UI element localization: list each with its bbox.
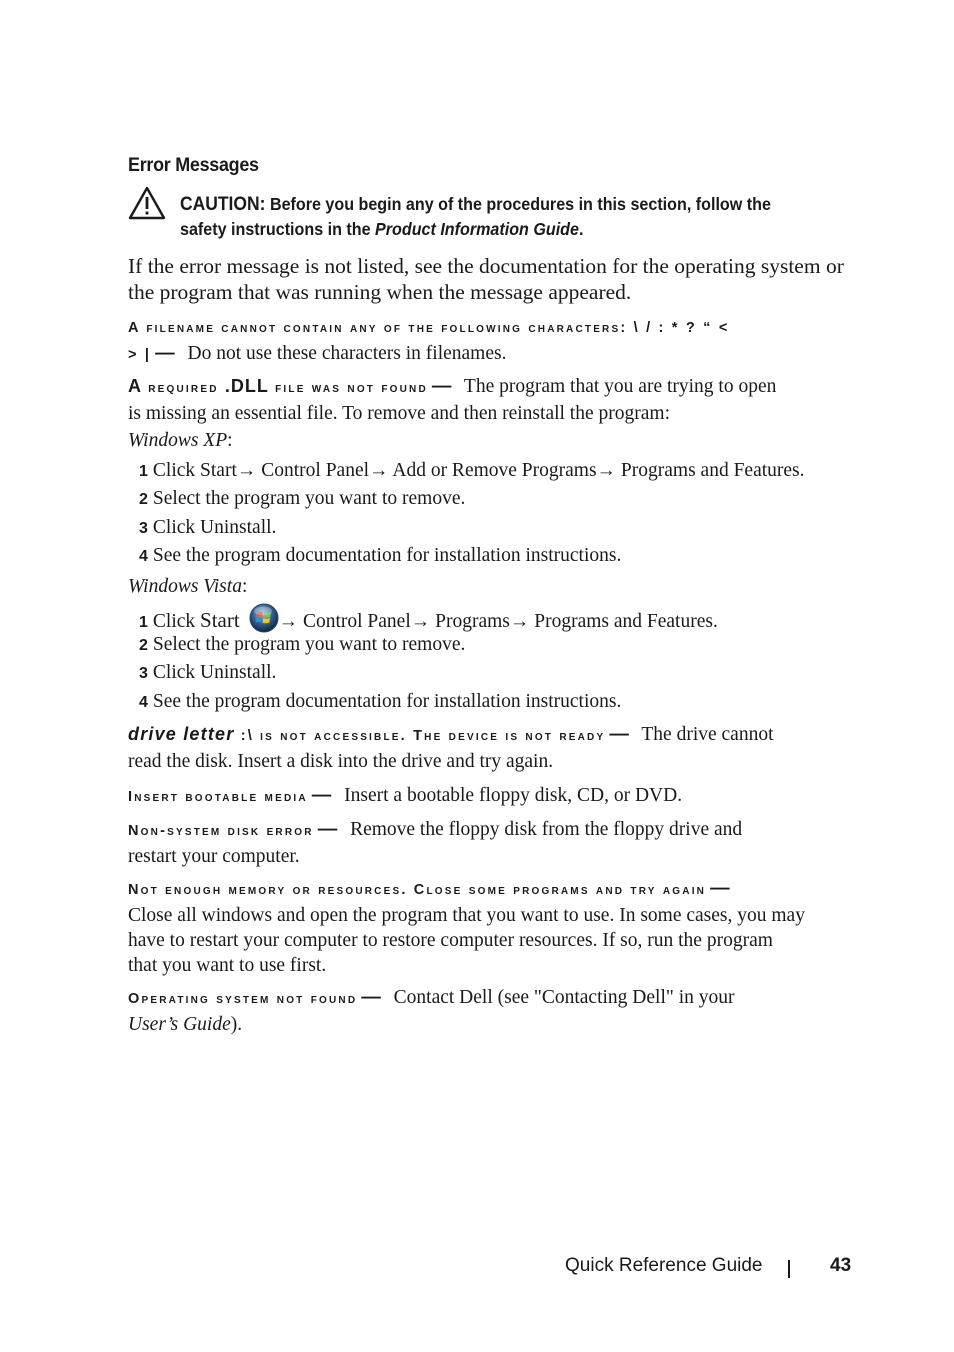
windows-vista-label: Windows Vista: [128,576,248,597]
error-term-cont: > | [128,347,152,363]
error-desc-cont: restart your computer. [128,846,300,867]
vista-step-2: 2 Select the program you want to remove. [139,634,466,655]
caution-body: Before you begin any of the procedures in this section, follow the safety instructions in the [180,194,771,239]
error-desc-cont: have to restart your computer to restore computer resources. If so, run the program [128,930,773,951]
vista-step-4: 4 See the program documentation for installation instructions. [139,691,622,712]
vista-step-3: 3 Click Uninstall. [139,662,277,683]
control-panel-path: Control Panel [302,611,411,632]
error-term: Operating system not found [128,991,358,1007]
page-number: 43 [830,1255,852,1276]
error-term: A filename cannot contain any of the following characters: \ / : * ? “ < [128,320,730,336]
error-desc: Remove the floppy disk from the floppy drive and [350,819,743,840]
programs-features-path: Programs and Features [534,611,713,632]
xp-step-2: 2 Select the program you want to remove. [139,488,466,509]
error-desc-cont: is missing an essential file. To remove and then reinstall the program: [128,403,670,424]
caution-guide-name: Product Information Guide [375,219,579,239]
caution-label: CAUTION: [180,194,266,215]
section-title: Error Messages [128,154,259,176]
error-desc: The drive cannot [641,724,774,745]
error-os-not-found: Operating system not found — Contact Dell (see "Contacting Dell" in your User’s Guide). [128,986,735,1035]
footer-guide-title: Quick Reference Guide [565,1255,763,1276]
users-guide-ref: User’s Guide [128,1014,231,1035]
error-desc: Close all windows and open the program that you want to use. In some cases, you may [128,905,805,926]
windows-start-orb-icon [249,603,279,633]
vista-step-1: 1 Click Start → Control Panel→ Programs→ Programs and Features. [139,603,718,633]
error-nonsystem: Non-system disk error — Remove the floppy disk from the floppy drive and restart your computer. [128,817,856,869]
error-dll: A required .DLL file was not found — The program that you are trying to open is missing an essential file. To remove and then reinstall the program: [128,374,856,426]
error-memory: Not enough memory or resources. Close some programs and try again — Close all windows and open the program that you want to use. In some cases, you may have to restart your computer to restore computer resources. If so, run the program that you want to use first. [128,876,856,978]
error-drive: drive letter :\ is not accessible. The device is not ready — The drive cannot read the disk. Insert a disk into the drive and try again. [128,722,856,774]
error-term: A required .DLL file was not found [128,376,428,396]
add-remove-path: Add or Remove Programs [392,460,597,481]
error-desc: Insert a bootable floppy disk, CD, or DVD. [344,785,683,806]
error-term: Insert bootable media [128,789,308,805]
caution-text: CAUTION: Before you begin any of the procedures in this section, follow the safety instructions in the Product Information Guide. [180,194,771,239]
error-desc: The program that you are trying to open [463,376,777,397]
xp-step-4: 4 See the program documentation for installation instructions. [139,545,622,566]
error-desc: Do not use these characters in filenames. [187,343,507,364]
programs-path: Programs [435,611,510,632]
footer-separator [788,1260,790,1278]
intro-paragraph: If the error message is not listed, see the documentation for the operating system or the program that was running when the message appeared. [128,254,844,304]
error-filename: A filename cannot contain any of the following characters: \ / : * ? “ < > | — Do not use these characters in filenames. [128,320,730,364]
error-term: Not enough memory or resources. Close some programs and try again [128,882,707,898]
error-desc-cont: read the disk. Insert a disk into the drive and try again. [128,751,554,772]
xp-step-3: 3 Click Uninstall. [139,517,277,538]
start-menu-path: Start [200,608,240,632]
xp-step-1: 1 Click Start→ Control Panel→ Add or Remove Programs→ Programs and Features. [139,460,805,481]
windows-xp-label: Windows XP: [128,430,233,451]
start-menu-path: Start [200,460,237,481]
uninstall-path: Uninstall [200,662,272,683]
warning-triangle-icon [128,186,166,220]
error-term: Non-system disk error [128,823,314,839]
control-panel-path: Control Panel [261,460,370,481]
error-term: drive letter :\ is not accessible. The device is not ready [128,724,606,744]
error-desc: Contact Dell (see "Contacting Dell" in your [393,987,735,1008]
error-bootable: Insert bootable media — Insert a bootable floppy disk, CD, or DVD. [128,784,683,806]
programs-features-path: Programs and Features [620,460,800,481]
error-desc-cont: that you want to use first. [128,955,327,976]
uninstall-path: Uninstall [200,517,272,538]
